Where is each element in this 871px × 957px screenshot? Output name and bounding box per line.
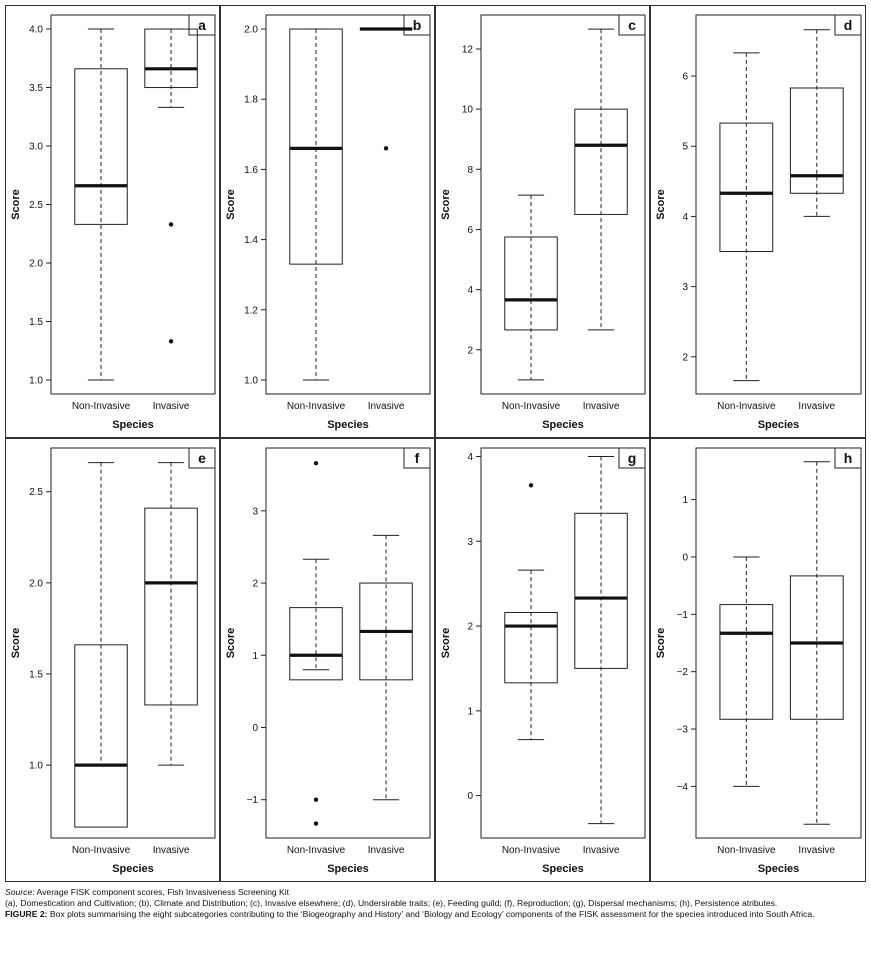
figure-text: Box plots summarising the eight subcategories contributing to the ‘Biogeography and History’ and ‘Biology and Ecology’ components of the FISK assessment for the species introduced into South Africa. [47, 909, 815, 919]
y-axis-label: Score [10, 189, 22, 220]
y-tick-label: 2.0 [29, 258, 43, 270]
y-tick-label: 2.0 [29, 578, 43, 590]
y-tick-label: 2.0 [244, 24, 258, 36]
x-tick-label: Non-Invasive [501, 401, 561, 412]
x-tick-label: Non-Invasive [286, 401, 346, 412]
y-axis-label: Score [440, 189, 452, 220]
panel-label: c [628, 17, 636, 33]
chart-panel-h [650, 438, 866, 882]
y-tick-label: 1.0 [29, 760, 43, 772]
x-tick-label: Invasive [798, 845, 836, 856]
x-tick-label: Non-Invasive [71, 845, 131, 856]
y-tick-label: 2.5 [29, 487, 43, 499]
chart-panel-c [435, 5, 650, 438]
y-tick-label: 8 [467, 164, 473, 176]
chart-panel-g [435, 438, 650, 882]
y-tick-label: 3 [252, 506, 258, 518]
y-axis-label: Score [225, 627, 237, 659]
x-tick-label: Invasive [582, 845, 620, 856]
plot-area [266, 448, 430, 838]
source-label: Source [5, 887, 33, 897]
outlier-point [314, 822, 318, 826]
x-axis-label: Species [757, 863, 800, 875]
y-tick-label: 1.5 [29, 316, 43, 328]
source-text: : Average FISK component scores, Fish Invasiveness Screening Kit [32, 887, 290, 897]
y-tick-label: 3.5 [29, 83, 43, 95]
y-tick-label: 1 [467, 706, 473, 718]
y-tick-label: 1.0 [29, 375, 43, 387]
outlier-point [314, 798, 318, 802]
caption-legend: (a), Domestication and Cultivation; (b), Climate and Distribution; (c), Invasive elsewhere; (d), Undersirable traits; (e), Feeding guild; (f), Reproduction; (g), Dispersal mechanisms; (h), Persistence atributes. [5, 898, 778, 908]
y-tick-label: 1.8 [244, 94, 258, 106]
x-axis-label: Species [112, 419, 154, 431]
panel-frame [436, 439, 650, 882]
panel-label: h [843, 450, 853, 466]
y-tick-label: 6 [467, 224, 473, 236]
y-tick-label: 1.5 [29, 669, 43, 681]
x-tick-label: Non-Invasive [717, 401, 776, 412]
x-axis-label: Species [327, 419, 369, 431]
y-tick-label: 3 [467, 536, 473, 548]
y-axis-label: Score [10, 627, 22, 659]
plot-area [481, 448, 645, 838]
panel-label: d [843, 17, 853, 33]
plot-area [266, 15, 430, 394]
x-tick-label: Invasive [798, 401, 836, 412]
y-tick-label: 5 [682, 141, 688, 153]
y-tick-label: 2 [467, 345, 473, 357]
plot-area [696, 15, 861, 394]
x-axis-label: Species [542, 419, 584, 431]
x-axis-label: Species [542, 863, 584, 875]
y-tick-label: 1.6 [244, 164, 258, 176]
y-tick-label: 0 [467, 791, 473, 803]
figure-label: FIGURE 2: [5, 909, 48, 919]
chart-panel-b [220, 5, 435, 438]
y-tick-label: 1.2 [244, 305, 258, 317]
y-tick-label: 10 [461, 104, 473, 116]
chart-panel-a [5, 5, 220, 438]
chart-panel-f [220, 438, 435, 882]
x-tick-label: Non-Invasive [717, 845, 776, 856]
x-tick-label: Invasive [152, 401, 190, 412]
outlier-point [529, 483, 533, 487]
x-axis-label: Species [112, 863, 154, 875]
x-tick-label: Invasive [367, 845, 405, 856]
y-tick-label: −1 [246, 795, 258, 807]
plot-area [481, 15, 645, 394]
chart-panel-d [650, 5, 866, 438]
panel-label: g [627, 450, 637, 466]
y-tick-label: 4 [682, 211, 688, 223]
y-tick-label: 2 [467, 621, 473, 633]
panel-frame [221, 6, 435, 438]
y-tick-label: 3 [682, 282, 688, 294]
panel-label: a [198, 17, 206, 33]
panel-frame [436, 6, 650, 438]
outlier-point [169, 222, 173, 226]
y-tick-label: 3.0 [29, 141, 43, 153]
y-tick-label: 1 [252, 650, 258, 662]
y-tick-label: 4 [467, 285, 473, 297]
y-tick-label: 1.4 [244, 235, 258, 247]
x-tick-label: Non-Invasive [501, 845, 561, 856]
panel-label: e [198, 450, 206, 466]
y-tick-label: 0 [252, 723, 258, 734]
chart-panel-e [5, 438, 220, 882]
y-tick-label: 6 [682, 71, 688, 83]
y-tick-label: 2 [682, 352, 688, 364]
y-tick-label: −4 [676, 781, 688, 793]
x-tick-label: Invasive [582, 401, 620, 412]
y-tick-label: −3 [676, 724, 688, 736]
x-axis-label: Species [757, 419, 800, 431]
x-tick-label: Non-Invasive [286, 845, 346, 856]
y-tick-label: 0 [682, 552, 688, 564]
outlier-point [384, 146, 388, 150]
plot-area [51, 448, 215, 838]
y-axis-label: Score [655, 189, 667, 220]
caption-source [5, 887, 865, 898]
y-tick-label: −2 [676, 667, 688, 679]
x-tick-label: Non-Invasive [71, 401, 131, 412]
panel-label: b [412, 17, 422, 33]
panel-frame [6, 439, 220, 882]
x-tick-label: Invasive [152, 845, 190, 856]
y-tick-label: 1 [682, 495, 688, 507]
figure-grid [5, 5, 866, 882]
plot-area [51, 15, 215, 394]
y-tick-label: 2 [252, 578, 258, 590]
y-axis-label: Score [655, 627, 667, 659]
panel-label: f [414, 450, 420, 466]
caption-figure [5, 909, 865, 920]
y-axis-label: Score [440, 627, 452, 659]
x-tick-label: Invasive [367, 401, 405, 412]
x-axis-label: Species [327, 863, 369, 875]
outlier-point [169, 339, 173, 343]
y-tick-label: 2.5 [29, 200, 43, 211]
figure-caption [5, 887, 865, 920]
y-tick-label: −1 [676, 609, 688, 621]
y-tick-label: 4.0 [29, 24, 43, 36]
y-tick-label: 1.0 [244, 375, 258, 387]
outlier-point [314, 461, 318, 465]
y-tick-label: 12 [461, 44, 473, 56]
y-tick-label: 4 [467, 451, 473, 463]
y-axis-label: Score [225, 189, 237, 220]
